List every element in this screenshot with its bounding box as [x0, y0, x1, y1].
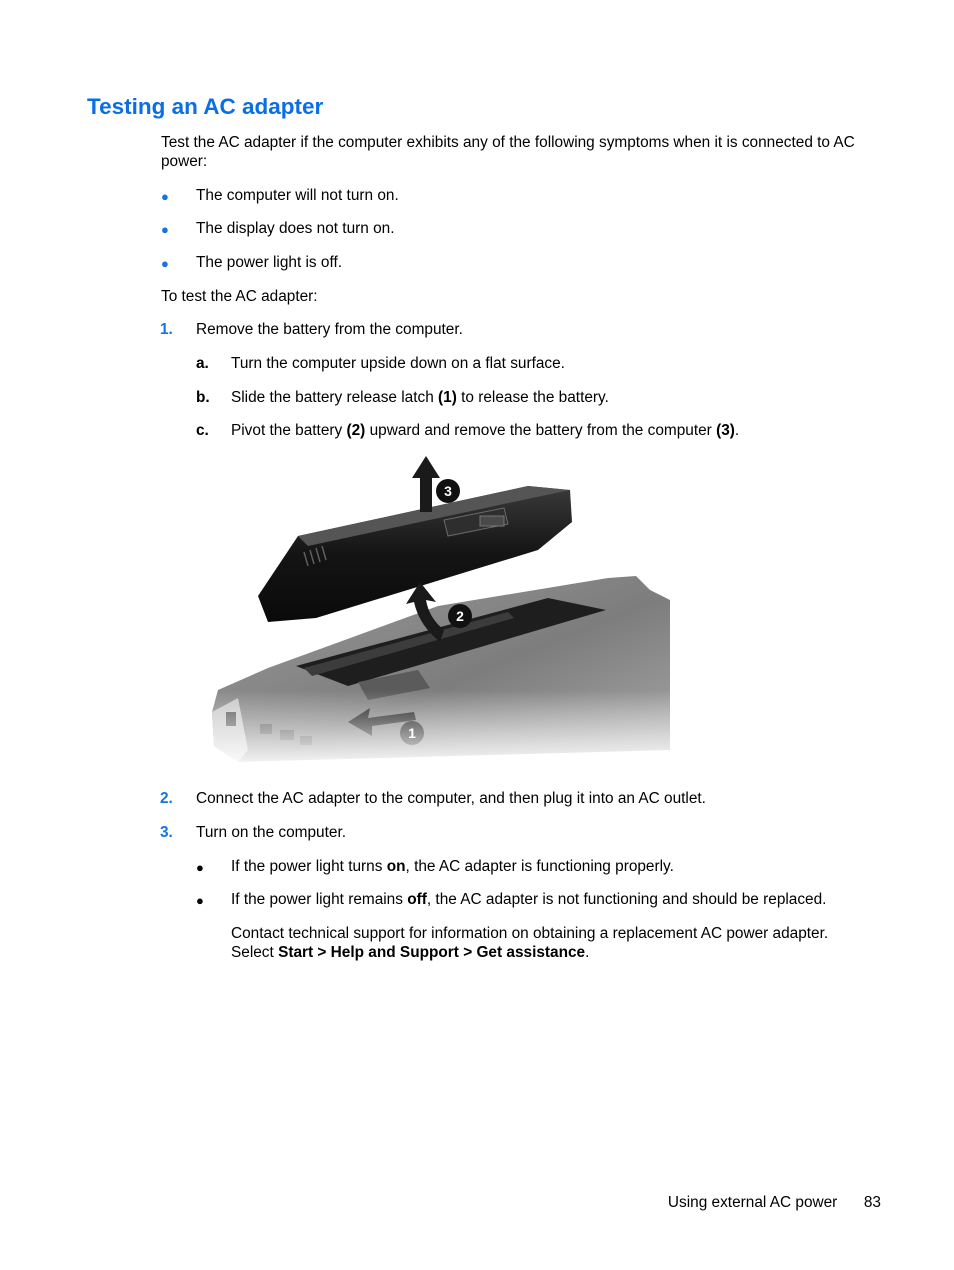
substep-text: Turn the computer upside down on a flat surface.: [231, 355, 565, 372]
step-text: Turn on the computer.: [196, 824, 346, 841]
substep-letter: b.: [196, 389, 210, 406]
symptom-item: The computer will not turn on.: [196, 187, 399, 204]
symptom-item: The display does not turn on.: [196, 220, 395, 237]
page-title: Testing an AC adapter: [87, 94, 324, 119]
support-paragraph: Contact technical support for information on obtaining a replacement AC power adapter. Select Start > Help and Support > Get assistance.: [231, 925, 829, 961]
result-item: If the power light turns on, the AC adapter is functioning properly.: [231, 858, 674, 875]
page-number: 83: [863, 1194, 881, 1211]
bullet-icon: ●: [161, 256, 169, 271]
substep-text: Pivot the battery (2) upward and remove the battery from the computer (3).: [231, 422, 740, 439]
footer-section: Using external AC power: [667, 1194, 838, 1211]
step-text: Remove the battery from the computer.: [196, 321, 463, 338]
substep-letter: a.: [196, 355, 209, 372]
step-number: 1.: [160, 321, 173, 338]
result-item: If the power light remains off, the AC adapter is not functioning and should be replaced.: [231, 891, 827, 908]
lead-text: To test the AC adapter:: [161, 288, 318, 305]
intro-paragraph: Test the AC adapter if the computer exhibits any of the following symptoms when it is connected to AC power:: [161, 134, 855, 170]
symptom-item: The power light is off.: [196, 254, 343, 271]
bullet-icon: ●: [196, 893, 204, 908]
battery-removal-figure: [208, 450, 672, 770]
substep-text: Slide the battery release latch (1) to release the battery.: [231, 389, 609, 406]
bullet-icon: ●: [161, 222, 169, 237]
page-footer: [668, 1193, 881, 1212]
step-number: 2.: [160, 790, 173, 807]
battery-removal-illustration: [208, 450, 672, 770]
substep-letter: c.: [196, 422, 209, 439]
bullet-icon: ●: [196, 860, 204, 875]
step-text: Connect the AC adapter to the computer, and then plug it into an AC outlet.: [196, 790, 706, 807]
bullet-icon: ●: [161, 189, 169, 204]
step-number: 3.: [160, 824, 173, 841]
